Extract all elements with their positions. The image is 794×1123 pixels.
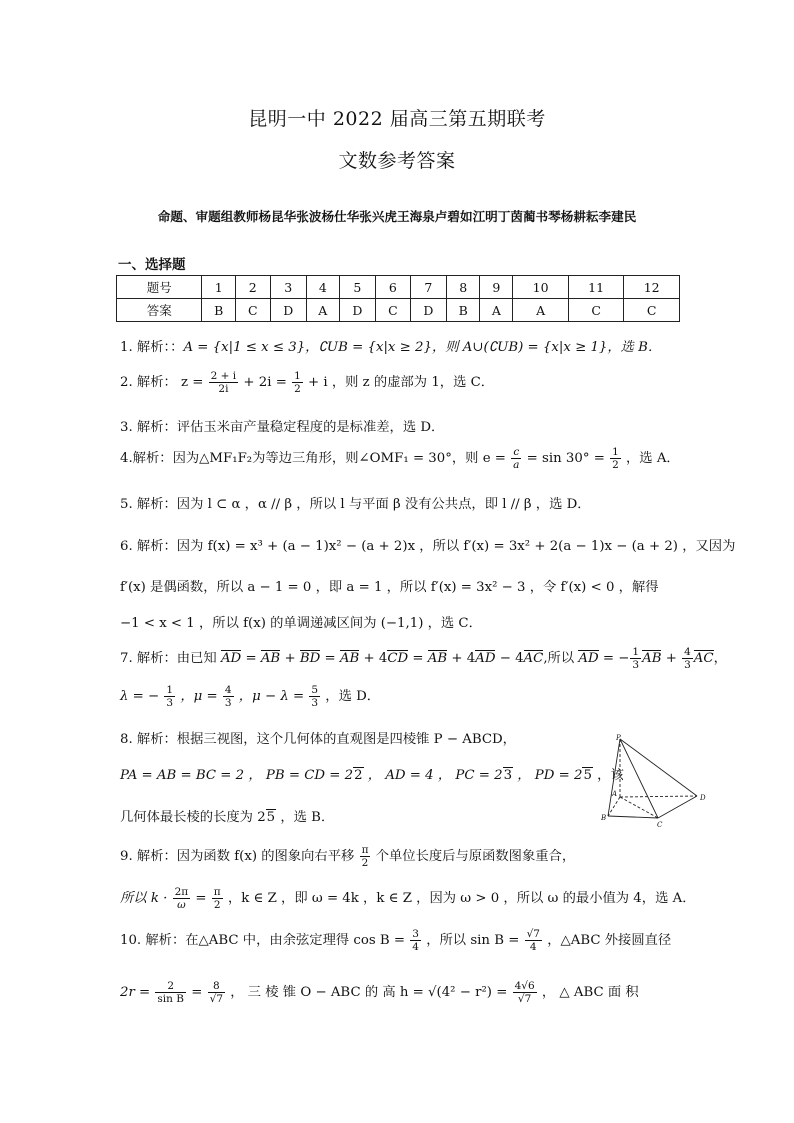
solution-text: PA = AB = BC = 2 ， PB = CD = 2 bbox=[120, 768, 354, 783]
numerator: √7 bbox=[526, 928, 540, 940]
operator: = bbox=[412, 651, 424, 666]
table-cell: B bbox=[202, 299, 235, 322]
table-cell: 6 bbox=[376, 276, 411, 299]
solution-8-line-1: 8. 解析：根据三视图，这个几何体的直观图是四棱锥 P − ABCD， bbox=[120, 732, 516, 747]
fraction bbox=[223, 684, 234, 709]
fraction bbox=[360, 844, 371, 869]
staff-list: 命题、审题组教师杨昆华张波杨仕华张兴虎王海泉卢碧如江明丁茵蔺书琴杨耕耘李建民 bbox=[157, 209, 637, 224]
fraction bbox=[630, 646, 641, 671]
numerator: 3 bbox=[412, 928, 419, 940]
table-cell: 1 bbox=[202, 276, 235, 299]
operator: ， bbox=[713, 651, 727, 666]
fraction bbox=[155, 980, 186, 1005]
solution-text: A = {x|1 ≤ x ≤ 3}，∁UB = {x|x ≥ 2}，则 A∪(∁UB) = {x|x ≥ 1}，选 B． bbox=[183, 340, 662, 355]
label-p: P bbox=[616, 734, 621, 742]
vector-ab: AB bbox=[260, 651, 281, 666]
edge-pb bbox=[608, 739, 620, 816]
table-cell: A bbox=[480, 299, 513, 322]
solution-text: ，选 A． bbox=[626, 451, 680, 466]
solution-text: + 2i = bbox=[243, 375, 287, 390]
denominator: ω bbox=[177, 899, 186, 911]
vector-bd: BD bbox=[299, 651, 321, 666]
solution-text: ，选 D． bbox=[325, 689, 381, 704]
operator: ,所以 bbox=[543, 651, 575, 666]
numerator: 8 bbox=[208, 980, 225, 993]
solution-text: ，选 B． bbox=[280, 810, 335, 825]
solution-text: + i ，则 z 的虚部为 1，选 C． bbox=[308, 375, 495, 390]
fraction bbox=[511, 446, 521, 471]
fraction bbox=[525, 928, 542, 953]
vector-ad: AD bbox=[475, 651, 496, 666]
label-a: A bbox=[612, 790, 618, 798]
operator: = − bbox=[602, 651, 630, 666]
solution-text: ，μ − λ = bbox=[238, 689, 305, 704]
label-d: D bbox=[700, 794, 706, 802]
table-cell: D bbox=[339, 299, 375, 322]
table-cell: A bbox=[306, 299, 339, 322]
edge-cd bbox=[658, 796, 697, 818]
denominator: 3 bbox=[311, 697, 319, 709]
operator: + 4 bbox=[363, 651, 388, 666]
table-cell: C bbox=[376, 299, 411, 322]
denominator: √7 bbox=[517, 993, 532, 1005]
fraction bbox=[682, 646, 693, 671]
fraction bbox=[164, 684, 175, 709]
answer-table bbox=[116, 275, 680, 322]
solution-6-line-1: 6. 解析：因为 f(x) = x³ + (a − 1)x² − (a + 2)x ，所以 f′(x) = 3x² + 2(a − 1)x − (a + 2) ，又因为 bbox=[120, 539, 736, 554]
table-row-answers bbox=[117, 299, 680, 322]
solution-text: ， 三 棱 锥 O − ABC 的 高 h = √(4² − r²) = bbox=[230, 985, 508, 1000]
fraction bbox=[173, 886, 191, 911]
solution-text: ， PD = 2 bbox=[517, 768, 583, 783]
table-cell: C bbox=[568, 299, 624, 322]
solution-lead: 1. 解析：： bbox=[120, 340, 184, 355]
vector-ac: AC bbox=[693, 651, 714, 666]
table-cell: B bbox=[446, 299, 479, 322]
solution-6-line-2: f′(x) 是偶函数，所以 a − 1 = 0 ，即 a = 1 ，所以 f′(x) = 3x² − 3 ，令 f′(x) < 0 ，解得 bbox=[120, 580, 659, 595]
solution-text: 9. 解析：因为函数 f(x) 的图象向右平移 bbox=[120, 849, 355, 864]
solution-7-line-2 bbox=[120, 684, 380, 709]
numerator: 2 + i bbox=[210, 370, 237, 382]
fraction bbox=[209, 370, 239, 395]
solution-text: ，所以 sin B = bbox=[426, 933, 520, 948]
solution-text: = bbox=[191, 985, 203, 1000]
numerator: 1 bbox=[294, 370, 301, 382]
numerator: 1 bbox=[166, 684, 174, 696]
fraction bbox=[513, 980, 537, 1005]
denominator: 3 bbox=[166, 697, 174, 709]
denominator: 2 bbox=[294, 383, 301, 395]
numerator: 1 bbox=[612, 446, 619, 458]
solution-text: 2r = bbox=[120, 985, 151, 1000]
pyramid-figure bbox=[600, 734, 714, 828]
solution-10-line-1 bbox=[120, 928, 671, 953]
denominator: 3 bbox=[224, 697, 232, 709]
solution-text: ，△ABC 外接圆直径 bbox=[547, 933, 672, 948]
numerator: c bbox=[511, 446, 521, 459]
denominator: sin B bbox=[157, 993, 184, 1005]
table-cell: A bbox=[513, 299, 569, 322]
vector-ad: AD bbox=[220, 651, 242, 666]
numerator: π bbox=[361, 844, 369, 856]
document-subtitle: 文数参考答案 bbox=[338, 150, 456, 172]
fraction bbox=[309, 684, 320, 709]
table-cell: 5 bbox=[339, 276, 375, 299]
numerator: 4 bbox=[684, 646, 691, 658]
operator: = bbox=[324, 651, 340, 666]
fraction bbox=[410, 928, 421, 953]
table-cell: 9 bbox=[480, 276, 513, 299]
solution-2 bbox=[120, 370, 494, 395]
vector-ab: AB bbox=[642, 651, 662, 666]
edge-pc bbox=[620, 739, 658, 818]
table-cell: C bbox=[624, 299, 680, 322]
solution-8-line-3 bbox=[120, 806, 334, 825]
solution-text: ，μ = bbox=[180, 689, 218, 704]
operator: = bbox=[245, 651, 257, 666]
operator: + 4 bbox=[451, 651, 476, 666]
table-cell: 2 bbox=[235, 276, 270, 299]
solution-7-line-1 bbox=[120, 646, 727, 671]
solution-4 bbox=[120, 446, 680, 471]
sqrt-radicand: 5 bbox=[583, 768, 592, 783]
solution-text: ，该 bbox=[597, 768, 624, 783]
document-title: 昆明一中 2022 届高三第五期联考 bbox=[248, 108, 546, 130]
table-cell: 8 bbox=[446, 276, 479, 299]
solution-9-line-1 bbox=[120, 844, 575, 869]
fraction bbox=[292, 370, 303, 395]
denominator: 3 bbox=[684, 659, 691, 671]
solution-text: 4.解析：因为△MF₁F₂为等边三角形，则∠OMF₁ = 30°，则 e = bbox=[120, 451, 506, 466]
solution-text: = sin 30° = bbox=[526, 451, 605, 466]
edge-ac bbox=[620, 797, 658, 818]
table-cell: C bbox=[235, 299, 270, 322]
label-b: B bbox=[601, 814, 607, 822]
solution-text: 个单位长度后与原函数图象重合， bbox=[375, 849, 576, 864]
numerator: 4√6 bbox=[514, 980, 535, 992]
denominator: 3 bbox=[632, 659, 640, 671]
solution-1 bbox=[120, 336, 661, 355]
numerator: 2π bbox=[174, 886, 189, 898]
table-cell: D bbox=[410, 299, 446, 322]
table-cell: 3 bbox=[270, 276, 306, 299]
denominator: a bbox=[513, 459, 520, 471]
table-row-numbers bbox=[117, 276, 680, 299]
solution-10-line-2 bbox=[120, 980, 639, 1005]
table-cell: 7 bbox=[410, 276, 446, 299]
solution-6-line-3: −1 < x < 1 ，所以 f(x) 的单调递减区间为 (−1,1) ，选 C． bbox=[120, 616, 482, 631]
vector-cd: CD bbox=[387, 651, 409, 666]
solution-text: = bbox=[195, 891, 207, 906]
solution-9-line-2 bbox=[120, 886, 696, 911]
edge-ad bbox=[620, 796, 697, 797]
denominator: 4 bbox=[529, 941, 537, 953]
solution-5: 5. 解析：因为 l ⊂ α ，α // β ，所以 l 与平面 β 没有公共点，即 l // β ，选 D． bbox=[120, 497, 591, 512]
numerator: π bbox=[213, 886, 221, 898]
operator: + bbox=[284, 651, 296, 666]
numerator: 5 bbox=[311, 684, 319, 696]
table-cell: 11 bbox=[568, 276, 624, 299]
denominator: 2 bbox=[612, 459, 619, 471]
table-cell: 4 bbox=[306, 276, 339, 299]
solution-text: ， AD = 4 ， PC = 2 bbox=[367, 768, 503, 783]
numerator: 2 bbox=[155, 980, 186, 993]
fraction bbox=[208, 980, 225, 1005]
row-label: 答案 bbox=[117, 299, 202, 322]
label-c: C bbox=[657, 821, 663, 828]
sqrt-radicand: 3 bbox=[503, 768, 513, 783]
solution-text: 所以 k · bbox=[120, 891, 168, 906]
table-cell: 12 bbox=[624, 276, 680, 299]
numerator: 4 bbox=[224, 684, 232, 696]
solution-text: z = bbox=[181, 375, 204, 390]
operator: − 4 bbox=[499, 651, 524, 666]
denominator: 2 bbox=[361, 857, 369, 869]
sqrt-radicand: 2 bbox=[354, 768, 363, 783]
fraction bbox=[212, 886, 223, 911]
operator: + bbox=[665, 651, 677, 666]
vector-ad: AD bbox=[578, 651, 599, 666]
table-cell: 10 bbox=[513, 276, 569, 299]
solution-text: 几何体最长棱的长度为 2 bbox=[120, 810, 266, 825]
solution-8-line-2 bbox=[120, 764, 624, 783]
vector-ac: AC bbox=[523, 651, 544, 666]
edge-pd bbox=[620, 739, 697, 796]
solution-text: λ = − bbox=[120, 689, 160, 704]
vector-ab: AB bbox=[339, 651, 360, 666]
solution-text: 10. 解析：在△ABC 中，由余弦定理得 cos B = bbox=[120, 933, 406, 948]
denominator: √7 bbox=[209, 993, 223, 1005]
solution-text: ， △ ABC 面 积 bbox=[541, 985, 639, 1000]
solution-text: ，k ∈ Z ，即 ω = 4k ，k ∈ Z ，因为 ω > 0 ，所以 ω 的最小值为 4，选 A． bbox=[227, 891, 696, 906]
solution-lead: 2. 解析： bbox=[120, 375, 177, 390]
sqrt-radicand: 5 bbox=[266, 810, 276, 825]
section-title: 一、选择题 bbox=[118, 257, 186, 273]
row-label: 题号 bbox=[117, 276, 202, 299]
vector-ab: AB bbox=[427, 651, 448, 666]
table-cell: D bbox=[270, 299, 306, 322]
solution-lead: 7. 解析：由已知 bbox=[120, 651, 217, 666]
solution-3: 3. 解析：评估玉米亩产量稳定程度的是标准差，选 D． bbox=[120, 420, 445, 435]
denominator: 2 bbox=[213, 899, 221, 911]
denominator: 4 bbox=[412, 941, 419, 953]
fraction bbox=[610, 446, 621, 471]
denominator: 2i bbox=[218, 383, 229, 395]
edge-bc bbox=[608, 816, 658, 818]
numerator: 1 bbox=[632, 646, 640, 658]
